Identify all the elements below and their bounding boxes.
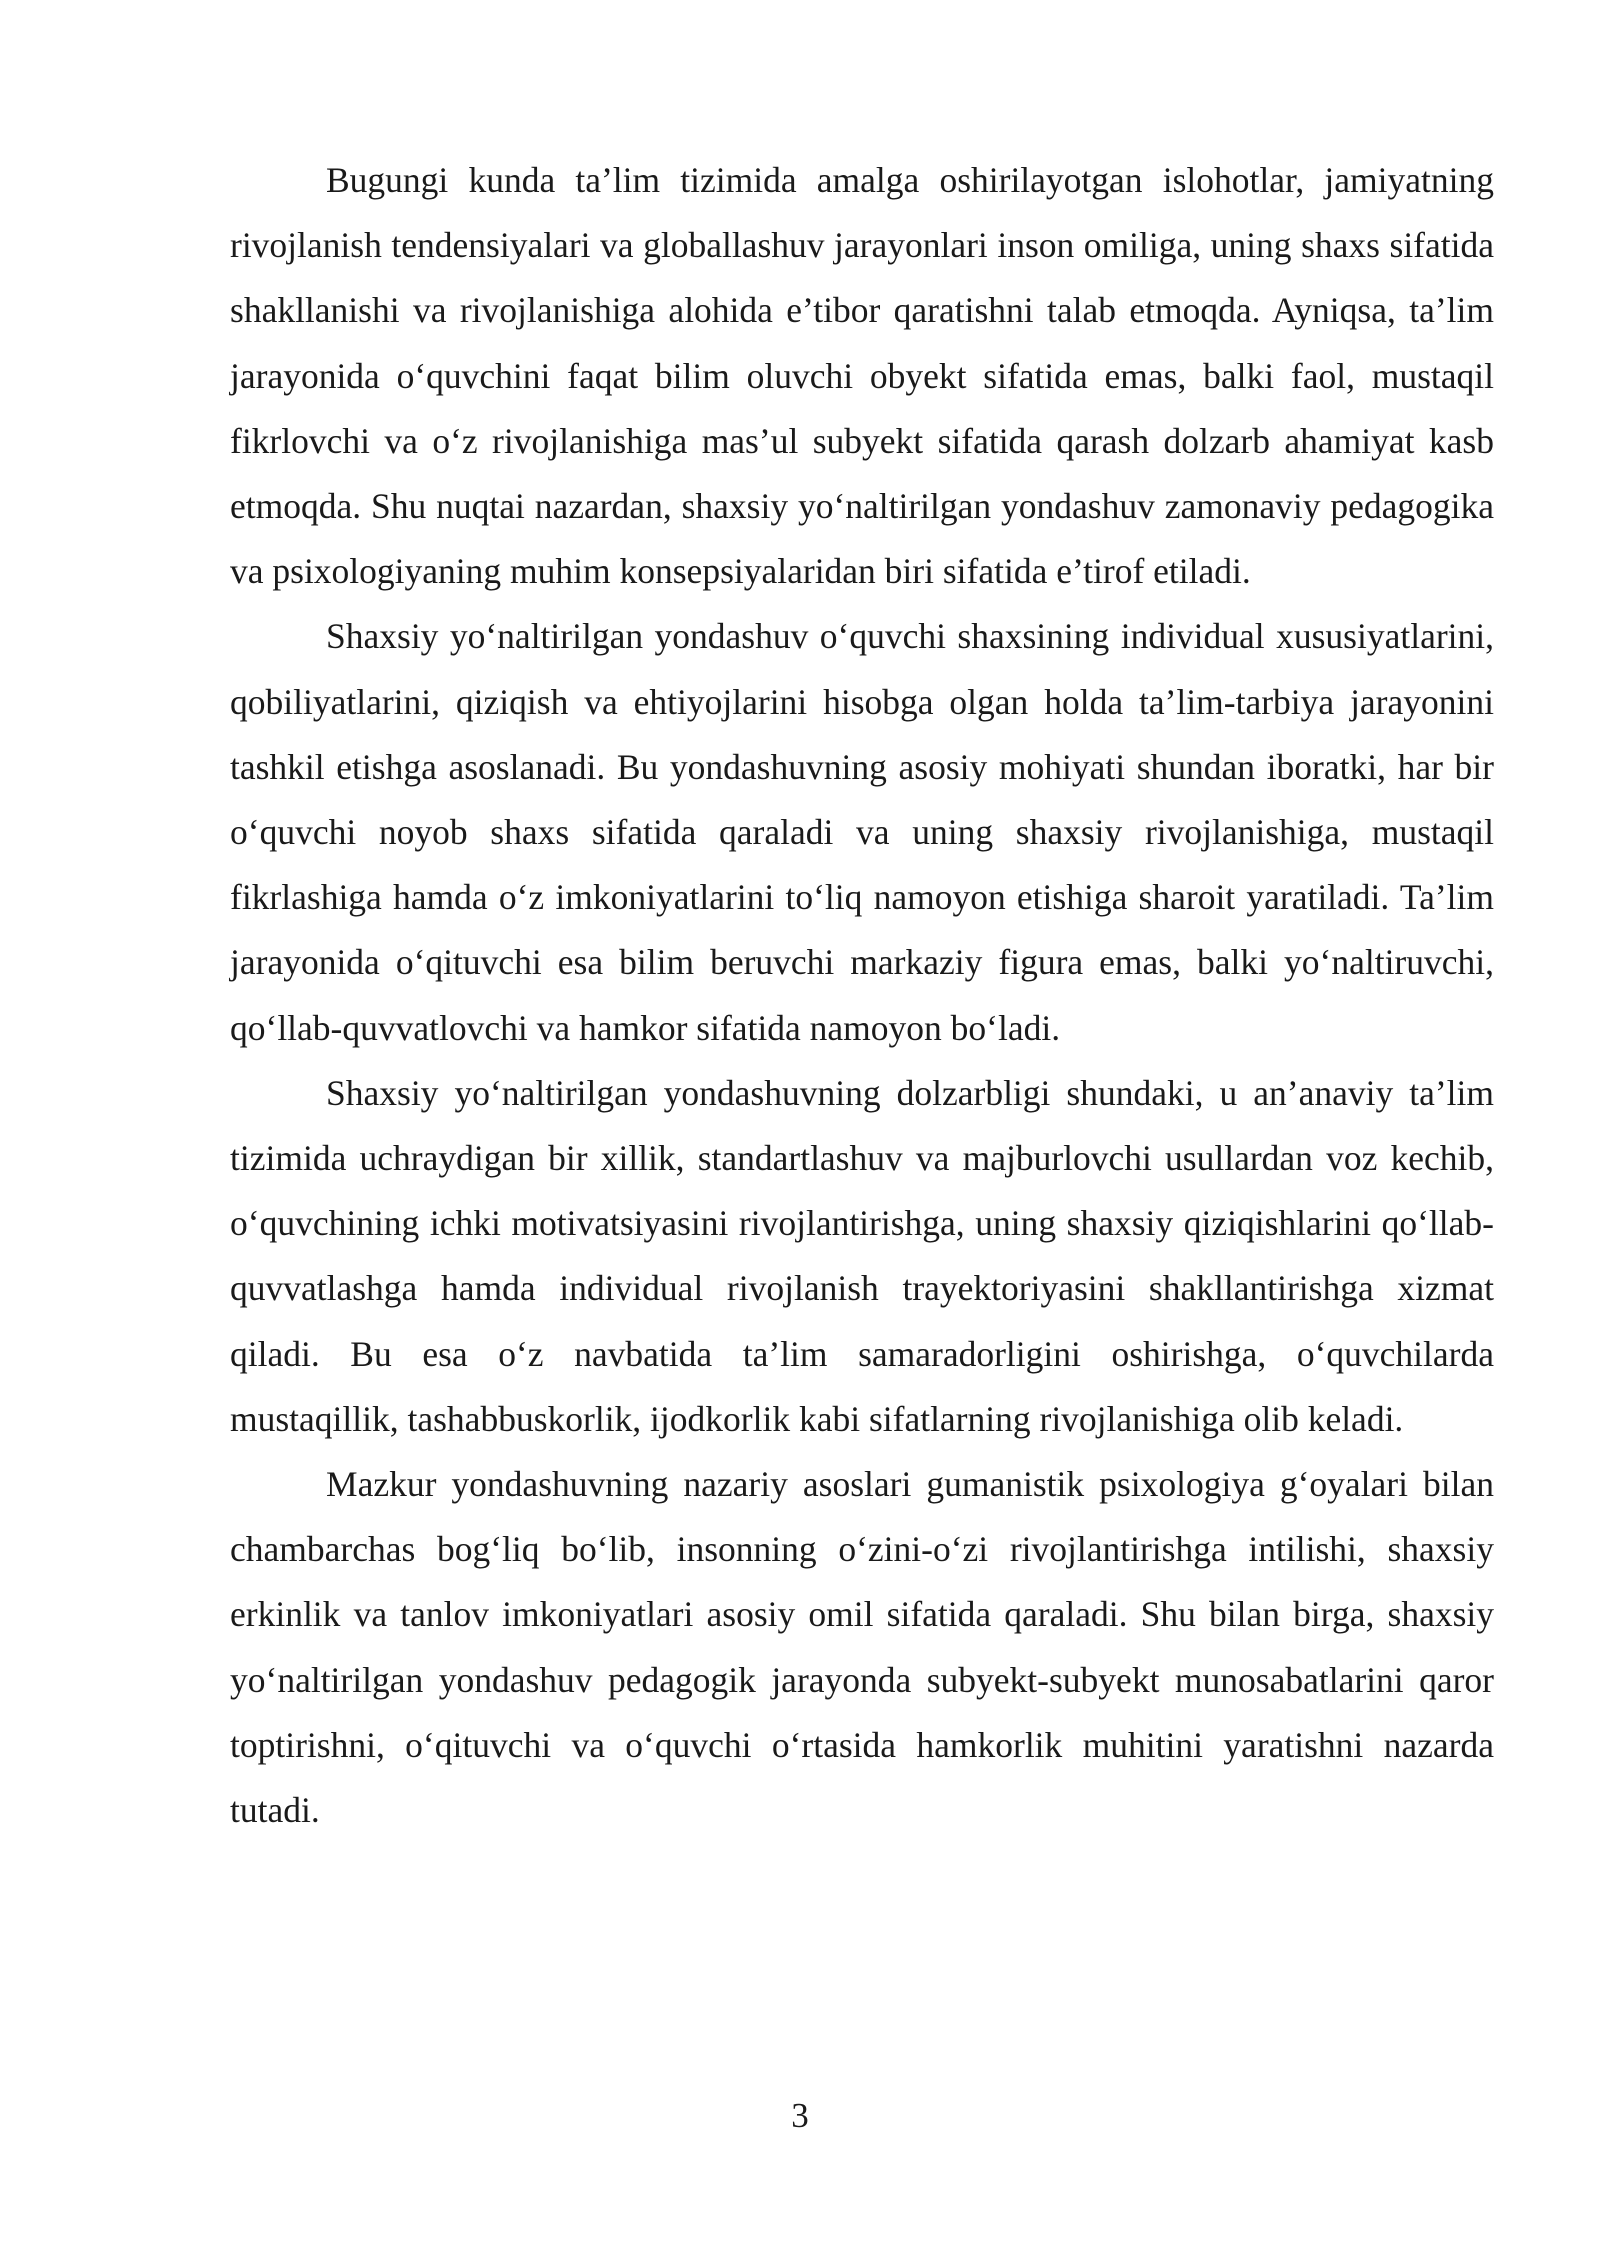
- page-number: 3: [791, 2096, 809, 2135]
- paragraph-4: Mazkur yondashuvning nazariy asoslari gumanistik psixologiya g‘oyalari bilan chambarchas bog‘liq bo‘lib, insonning o‘zini-o‘zi rivojlantirishga intilishi, shaxsiy erkinlik va tanlov imkoniyatlari asosiy omil sifatida qaraladi. Shu bilan birga, shaxsiy yo‘naltirilgan yondashuv pedagogik jarayonda subyekt-subyekt munosabatlarini qaror toptirishni, o‘qituvchi va o‘quvchi o‘rtasida hamkorlik muhitini yaratishni nazarda tutadi.: [230, 1464, 1494, 1831]
- paragraph-1: Bugungi kunda ta’lim tizimida amalga oshirilayotgan islohotlar, jamiyatning rivojlanish tendensiyalari va globallashuv jarayonlari inson omiliga, uning shaxs sifatida shakllanishi va rivojlanishiga alohida e’tibor qaratishni talab etmoqda. Ayniqsa, ta’lim jarayonida o‘quvchini faqat bilim oluvchi obyekt sifatida emas, balki faol, mustaqil fikrlovchi va o‘z rivojlanishiga mas’ul subyekt sifatida qarash dolzarb ahamiyat kasb etmoqda. Shu nuqtai nazardan, shaxsiy yo‘naltirilgan yondashuv zamonaviy pedagogika va psixologiyaning muhim konsepsiyalaridan biri sifatida e’tirof etiladi.: [230, 160, 1494, 592]
- paragraph-2: Shaxsiy yo‘naltirilgan yondashuv o‘quvchi shaxsining individual xususiyatlarini, qobiliyatlarini, qiziqish va ehtiyojlarini hisobga olgan holda ta’lim-tarbiya jarayonini tashkil etishga asoslanadi. Bu yondashuvning asosiy mohiyati shundan iboratki, har bir o‘quvchi noyob shaxs sifatida qaraladi va uning shaxsiy rivojlanishiga, mustaqil fikrlashiga hamda o‘z imkoniyatlarini to‘liq namoyon etishiga sharoit yaratiladi. Ta’lim jarayonida o‘qituvchi esa bilim beruvchi markaziy figura emas, balki yo‘naltiruvchi, qo‘llab-quvvatlovchi va hamkor sifatida namoyon bo‘ladi.: [230, 616, 1494, 1048]
- paragraph-3: Shaxsiy yo‘naltirilgan yondashuvning dolzarbligi shundaki, u an’anaviy ta’lim tizimida uchraydigan bir xillik, standartlashuv va majburlovchi usullardan voz kechib, o‘quvchining ichki motivatsiyasini rivojlantirishga, uning shaxsiy qiziqishlarini qo‘llab-quvvatlashga hamda individual rivojlanish trayektoriyasini shakllantirishga xizmat qiladi. Bu esa o‘z navbatida ta’lim samaradorligini oshirishga, o‘quvchilarda mustaqillik, tashabbuskorlik, ijodkorlik kabi sifatlarning rivojlanishiga olib keladi.: [230, 1072, 1494, 1439]
- body-text: [230, 148, 1494, 1843]
